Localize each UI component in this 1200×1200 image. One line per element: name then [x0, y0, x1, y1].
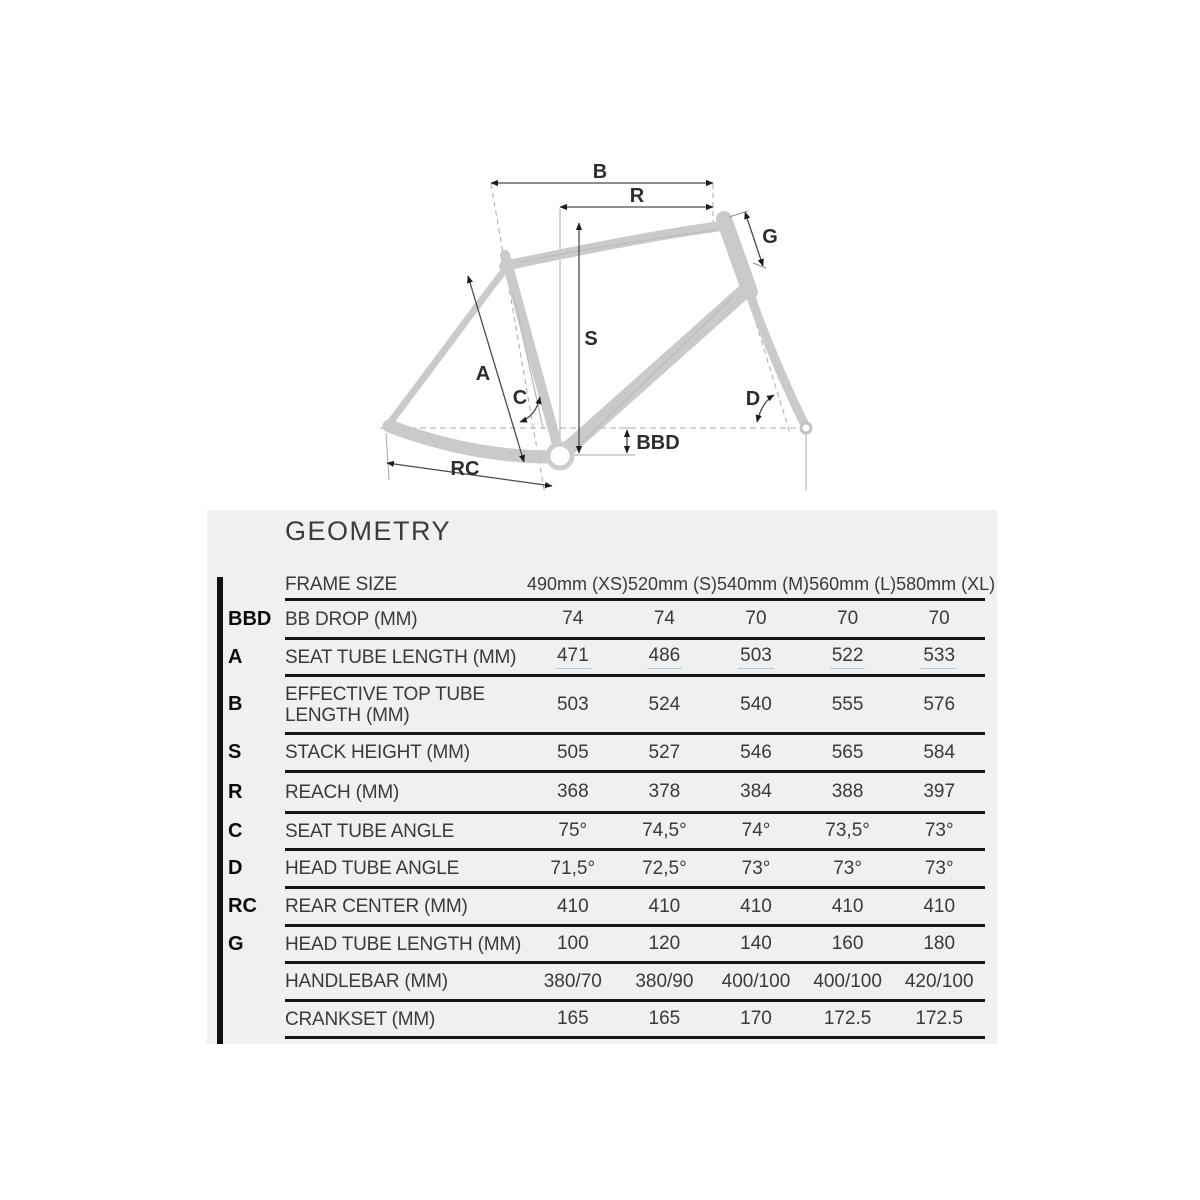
cell-value: 546	[740, 741, 772, 763]
cell-value: 410	[740, 895, 772, 917]
cell-value: 165	[556, 1008, 589, 1029]
label-S: S	[584, 328, 598, 350]
geometry-panel	[207, 510, 997, 1044]
row-label: BB DROP (MM)	[285, 608, 418, 630]
cell-value: 71,5°	[550, 857, 596, 879]
row-letter: R	[228, 780, 243, 803]
row-letter: S	[228, 741, 242, 763]
cell-value: 505	[556, 741, 589, 763]
row-letter: G	[228, 932, 244, 955]
cell-value: 368	[556, 781, 589, 802]
column-header-size-xs: 490mm (XS)	[527, 573, 629, 594]
cell-value: 170	[740, 1008, 772, 1029]
label-B: B	[592, 161, 608, 183]
cell-value: 74°	[741, 820, 771, 841]
cell-value: 410	[556, 895, 589, 917]
table-row-seat-tube-angle	[228, 814, 985, 851]
row-label: EFFECTIVE TOP TUBE LENGTH (MM)	[285, 683, 485, 726]
rear-dropout	[385, 421, 391, 427]
frame-geometry-diagram	[360, 150, 890, 505]
row-letter: BBD	[228, 607, 272, 630]
column-header-size-l: 560mm (L)	[809, 573, 897, 594]
table-row-seat-tube-length	[228, 640, 985, 677]
cell-value: 410	[923, 895, 956, 917]
cell-value: 397	[923, 781, 956, 802]
cell-value: 380/90	[635, 970, 694, 992]
cell-value: 400/100	[813, 970, 882, 992]
cell-value: 74,5°	[642, 820, 687, 841]
dim-head-tube-G	[745, 212, 763, 266]
cell-value: 70	[745, 608, 767, 629]
row-letter: D	[228, 857, 243, 879]
cell-value: 527	[648, 741, 681, 763]
table-row-bb-drop	[228, 601, 985, 640]
head-tube	[724, 219, 750, 292]
dimension-labels	[451, 161, 778, 480]
cell-value: 180	[923, 933, 956, 954]
cell-value: 70	[928, 608, 950, 629]
cell-value: 584	[923, 741, 956, 763]
cell-value: 565	[831, 741, 864, 763]
cell-value: 540	[740, 693, 772, 715]
table-row-head-tube-length	[228, 927, 985, 964]
table-header-row	[285, 570, 996, 601]
cell-value: 420/100	[904, 970, 974, 992]
table-row-effective-top-tube	[228, 677, 985, 735]
row-label: REACH (MM)	[285, 781, 400, 803]
row-label: HANDLEBAR (MM)	[285, 971, 448, 992]
cell-value: 524	[648, 693, 681, 715]
row-label: REAR CENTER (MM)	[285, 896, 468, 917]
chain-stay	[389, 426, 552, 457]
cell-value: 172.5	[915, 1008, 963, 1029]
cell-value: 70	[837, 608, 859, 629]
cell-value: 503	[738, 645, 774, 669]
table-row-crankset	[285, 1002, 985, 1039]
label-D: D	[745, 388, 761, 410]
label-G: G	[762, 226, 778, 248]
row-label: SEAT TUBE ANGLE	[285, 820, 455, 842]
left-black-rule	[217, 577, 223, 1044]
front-dropout	[801, 423, 811, 433]
bike-frame	[385, 219, 811, 457]
row-label: CRANKSET (MM)	[285, 1008, 436, 1030]
cell-value: 576	[923, 693, 956, 715]
table-row-stack-height	[228, 735, 985, 773]
cell-value: 486	[647, 645, 683, 669]
column-header-frame-size: FRAME SIZE	[285, 573, 398, 595]
cell-value: 160	[831, 933, 864, 954]
cell-value: 73°	[741, 857, 771, 879]
cell-value: 75°	[558, 820, 588, 841]
row-letter: RC	[228, 895, 257, 917]
cell-value: 410	[831, 895, 864, 917]
cell-value: 140	[740, 933, 772, 954]
table-row-reach	[228, 773, 985, 814]
table-row-handlebar	[285, 964, 985, 1002]
cell-value: 378	[648, 781, 681, 802]
cell-value: 555	[831, 693, 864, 715]
cell-value: 533	[921, 645, 957, 669]
label-BBD: BBD	[636, 432, 680, 454]
cell-value: 503	[556, 693, 589, 715]
cell-value: 73°	[924, 820, 954, 841]
table-row-head-tube-angle	[228, 851, 985, 889]
cell-value: 400/100	[721, 970, 791, 992]
cell-value: 380/70	[543, 970, 602, 992]
table-row-rear-center	[228, 889, 985, 927]
column-header-size-xl: 580mm (XL)	[896, 573, 996, 594]
label-RC: RC	[450, 458, 480, 480]
cell-value: 388	[831, 781, 864, 802]
cell-value: 165	[648, 1008, 681, 1029]
row-letter: A	[228, 645, 243, 668]
cell-value: 73°	[833, 857, 862, 879]
row-letter: C	[228, 819, 243, 842]
cell-value: 522	[830, 645, 866, 669]
cell-value: 172.5	[823, 1008, 872, 1029]
label-A: A	[475, 363, 491, 385]
bottom-bracket	[548, 444, 572, 468]
page-title: GEOMETRY	[285, 516, 452, 546]
row-label: HEAD TUBE ANGLE	[285, 858, 460, 879]
cell-value: 74	[653, 608, 675, 629]
column-header-size-m: 540mm (M)	[717, 573, 810, 594]
geometry-table	[228, 570, 996, 1039]
cell-value: 384	[740, 781, 772, 802]
cell-value: 471	[555, 645, 591, 669]
cell-value: 100	[556, 933, 589, 954]
cell-value: 73°	[924, 857, 954, 879]
cell-value: 72,5°	[642, 857, 687, 879]
cell-value: 120	[648, 933, 681, 954]
cell-value: 73,5°	[825, 820, 870, 841]
label-C: C	[512, 387, 528, 409]
seat-stay	[389, 272, 503, 424]
cell-value: 410	[648, 895, 681, 917]
row-label: SEAT TUBE LENGTH (MM)	[285, 646, 517, 668]
row-label: HEAD TUBE LENGTH (MM)	[285, 933, 522, 955]
cell-value: 74	[562, 608, 584, 629]
label-R: R	[629, 185, 645, 207]
row-label: STACK HEIGHT (MM)	[285, 742, 470, 763]
column-header-size-s: 520mm (S)	[628, 573, 718, 594]
row-letter: B	[228, 693, 243, 715]
